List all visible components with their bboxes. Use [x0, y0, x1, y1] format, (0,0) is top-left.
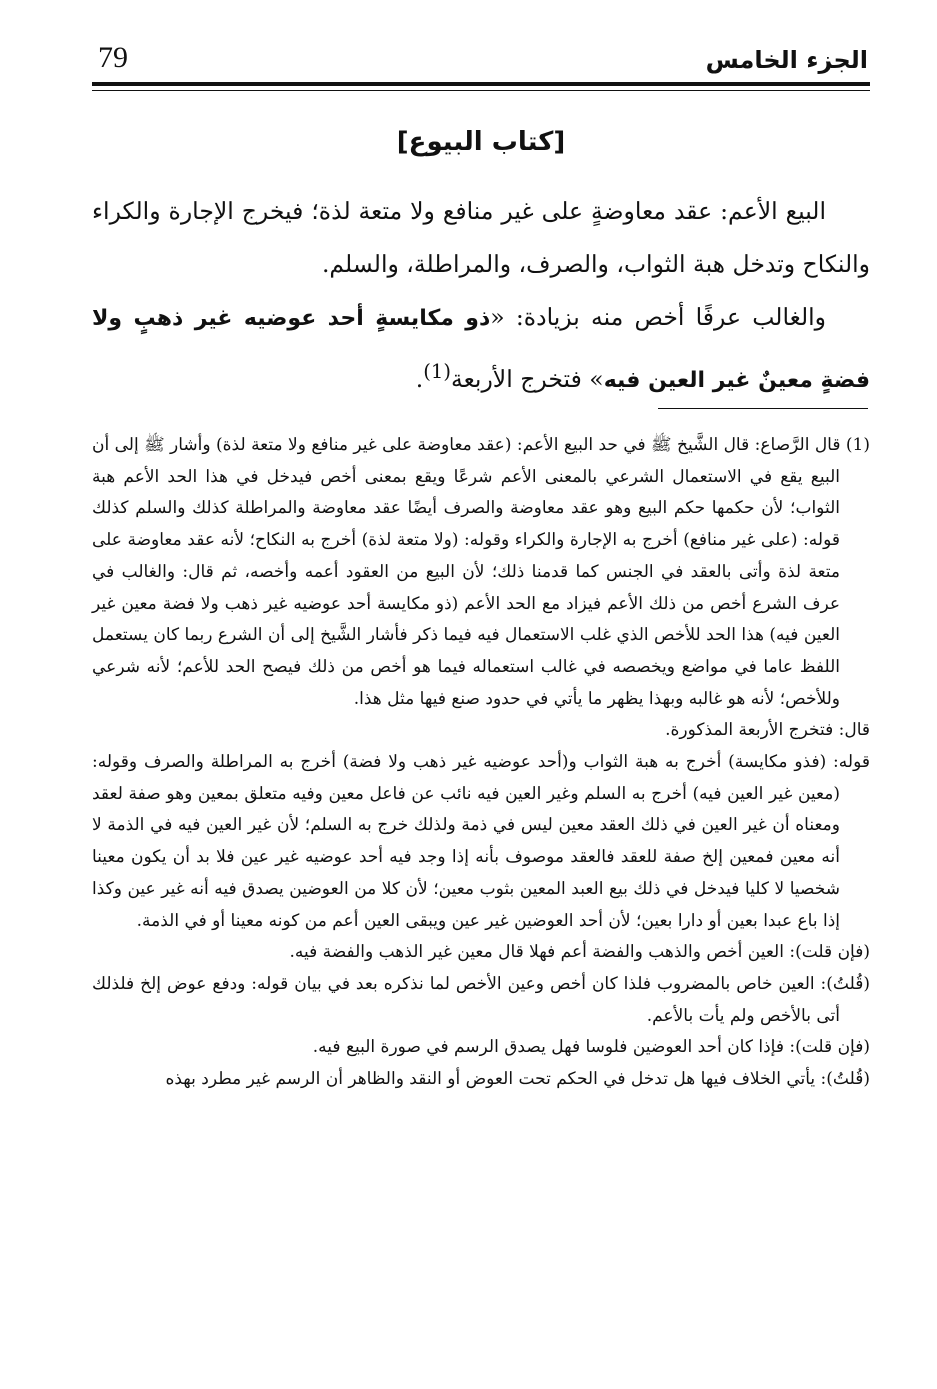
- main-text: [92, 185, 870, 407]
- footnote-line: (فإن قلت): العين أخص والذهب والفضة أعم فهلا قال معين غير الذهب والفضة فيه.: [289, 942, 870, 963]
- main-paragraph-1: البيع الأعم: عقد معاوضةٍ على غير منافع ولا متعة لذة؛ فيخرج الإجارة والكراء والنكاح وتدخل هبة الثواب، والصرف، والمراطلة، والسلم.: [92, 197, 870, 278]
- footnote-line: (فإن قلت): فإذا كان أحد العوضين فلوسا فهل يصدق الرسم في صورة البيع فيه.: [312, 1037, 870, 1058]
- footnote-line: (قُلتُ): العين خاص بالمضروب فلذا كان أخص وعين الأخص لما نذكره بعد في بيان قوله: ودفع عوض إلخ فلذلك أتى بالأخص ولم يأت بالأعم.: [92, 973, 870, 1026]
- running-head-title: الجزء الخامس: [705, 46, 868, 74]
- main-paragraph-2: [92, 291, 870, 407]
- page-header: [90, 40, 868, 80]
- footnote-1: (1) قال الرَّصاع: قال الشَّيخ ﷺ في حد البيع الأعم: (عقد معاوضة على غير منافع ولا متعة لذة) وأشار ﷺ إلى أن البيع يقع في الاستعمال الشرعي بالمعنى الأعم شرعًا ويقع بمعنى أخص فيدخل في هذا الحد الأعم هبة الثواب؛ لأن حكمها حكم البيع وهو عقد معاوضة والصرف أيضًا عقد معاوضة والمراطلة كذلك والسلم كذلك قوله: (على غير منافع) أخرج به الإجارة والكراء وقوله: (ولا متعة لذة) أخرج به النكاح؛ لأنه عقد معاوضة على متعة لذة وأتى بالعقد في الجنس كما قدمنا ذلك؛ لأن البيع من العقود أعمه وأخصه، ثم قال: والغالب في عرف الشرع أخص من ذلك الأعم فيزاد مع الحد الأعم (ذو مكايسة أحد عوضيه غير ذهب ولا فضة معين غير العين فيه) هذا الحد للأخص الذي غلب الاستعمال فيه فيما ذكر فأشار الشَّيخ إلى أن الشرع ربما كان يستعمل اللفظ عاما في مواضع ويخصصه في غالب استعماله فيما هو أخص من ذلك فيصح الحد للأعم؛ لأنه شرعي وللأخص؛ لأنه هو غالبه وبهذا يظهر ما يأتي في حدود صنع فيها مثل هذا.: [92, 435, 870, 709]
- footnote-line: (قُلتُ): يأتي الخلاف فيها هل تدخل في الحكم تحت العوض أو النقد والظاهر أن الرسم غير مطرد بهذه: [165, 1069, 870, 1090]
- footnote-ref-1[interactable]: (1): [423, 360, 451, 383]
- footnote-separator: [658, 408, 868, 409]
- main-paragraph-2-end: » فتخرج الأربعة: [450, 364, 604, 393]
- footnote-line: قال: فتخرج الأربعة المذكورة.: [665, 720, 870, 741]
- chapter-title: [كتاب البيوع]: [396, 127, 566, 157]
- header-rule-thin: [92, 90, 870, 91]
- footnote-line: قوله: (فذو مكايسة) أخرج به هبة الثواب و(أحد عوضيه غير ذهب ولا فضة) أخرج به المراطلة والصرف وقوله: (معين غير العين فيه) أخرج به السلم وغير العين فيه نائب عن فاعل معين وفيه متعلق بمعين وهو صفة لعقد ومعناه أن غير العين في ذلك العقد معين ليس في ذمة ولذلك خرج به السلم؛ لأن غير العين فيه في الذمة لا أنه معين فمعين إلخ صفة للعقد فالعقد موصوف بأنه إذا وجد فيه أحد عوضيه غير عين فلا بد أن يكون معينا شخصيا لا كليا فيدخل في ذلك بيع العبد المعين بثوب معين؛ لأن كلا من العوضين يصدق فيه أنه غير عين وكذا إذا باع عبدا بعين أو دارا بعين؛ لأن أحد العوضين غير عين ويبقى العين أعم من كونه معينا أو في الذمة.: [92, 752, 870, 931]
- main-paragraph-2-start: والغالب عرفًا أخص منه بزيادة: «: [490, 303, 826, 331]
- header-rule-thick: [92, 82, 870, 86]
- main-paragraph-2-dot: .: [415, 364, 424, 393]
- footnotes: [92, 430, 870, 1096]
- page-number: 79: [98, 41, 128, 74]
- definition-bold: ذو مكايسةٍ أحد عوضيه غير ذهبٍ ولا فضةٍ معينٌ غير العين فيه: [92, 306, 870, 393]
